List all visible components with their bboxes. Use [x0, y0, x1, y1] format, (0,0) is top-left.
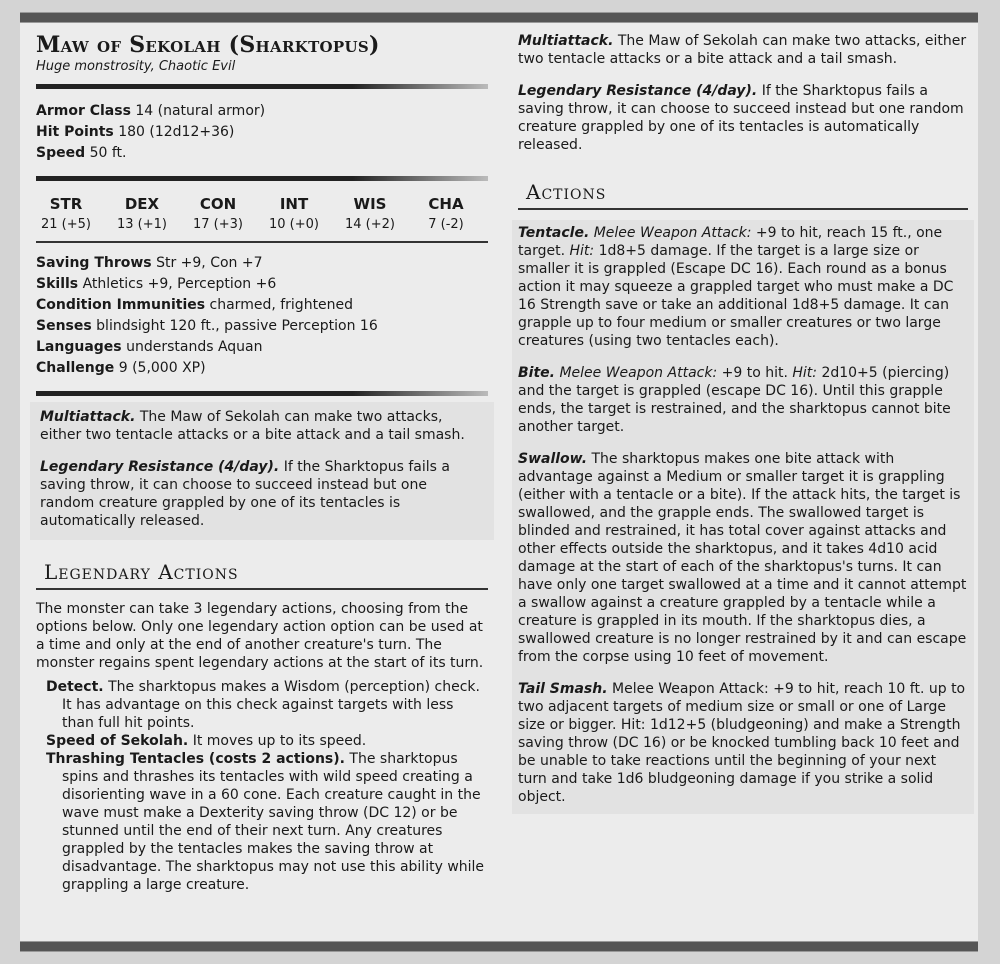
details: [36, 253, 488, 379]
ability-wis: WIS 14 (+2): [345, 195, 395, 232]
legendary-intro: The monster can take 3 legendary actions, choosing from the options below. Only one legendary action option can be used at a time and only at the end of another creature's turn. The monster regains spent legendary actions at the start of its turn.: [36, 601, 484, 671]
detail-saving-throws: Saving Throws Str +9, Con +7: [36, 255, 263, 271]
ability-dex: DEX 13 (+1): [117, 195, 167, 232]
stat-armor-class: Armor Class 14 (natural armor): [36, 103, 266, 119]
divider: [36, 84, 488, 89]
action-tentacle: Tentacle. Melee Weapon Attack: +9 to hit, reach 15 ft., one target. Hit: 1d8+5 damage. If the target is a large size or smaller it is grappled (Escape DC 16). Each round as a bonus action it may squeeze a grappled target who must make a DC 16 Strength save or take an additional 1d8+5 damage. It can grapple up to four medium or smaller creatures or two large creatures (using two tentacles each).: [518, 225, 954, 349]
action-bite: Bite. Melee Weapon Attack: +9 to hit. Hit: 2d10+5 (piercing) and the target is grappled (escape DC 16). Until this grapple ends, the target is restrained, and the sharktopus cannot bite another target.: [518, 365, 951, 435]
left-column: [36, 20, 488, 946]
legendary-thrashing-tentacles: Thrashing Tentacles (costs 2 actions). The sharktopus spins and thrashes its tentacles with wild speed creating a disorienting wave in a 60 cone. Each creature caught in the wave must make a Dexterity saving throw (DC 12) or be stunned until the end of their next turn. Any creatures grappled by the tentacles makes the saving throw at disadvantage. The sharktopus may not use this ability while grappling a large creature.: [46, 751, 485, 893]
detail-condition-immunities: Condition Immunities charmed, frightened: [36, 297, 354, 313]
traits-box: [30, 402, 494, 540]
divider: [518, 208, 968, 210]
right-column: [518, 20, 968, 946]
action-swallow: Swallow. The sharktopus makes one bite attack with advantage against a Medium or smaller target it is grappling (either with a tentacle or a bite). If the attack hits, the target is swallowed, and the grapple ends. The swallowed target is blinded and restrained, it has total cover against attacks and other effects outside the sharktopus, and it takes 4d10 acid damage at the start of each of the sharktopus's turns. It can have only one target swallowed at a time and it cannot attempt a swallow against a creature grappled by a tentacle while a creature is grappled in its mouth. If the sharktopus dies, a swallowed creature is no longer restrained by it and can escape from the corpse using 10 feet of movement.: [518, 451, 967, 665]
detail-senses: Senses blindsight 120 ft., passive Perception 16: [36, 318, 378, 334]
monster-name: Maw of Sekolah (Sharktopus): [36, 32, 380, 58]
legendary-detect: Detect. The sharktopus makes a Wisdom (perception) check. It has advantage on this check against targets with less than full hit points.: [46, 679, 480, 731]
trait-multiattack: Multiattack. The Maw of Sekolah can make two attacks, either two tentacle attacks or a bite attack and a tail smash.: [518, 33, 967, 67]
divider: [36, 176, 488, 181]
stat-hit-points: Hit Points 180 (12d12+36): [36, 124, 235, 140]
actions-box: [512, 220, 974, 814]
ability-int: INT 10 (+0): [269, 195, 319, 232]
divider: [36, 391, 488, 396]
legendary-speed-of-sekolah: Speed of Sekolah. It moves up to its speed.: [46, 733, 367, 749]
core-stats: [36, 101, 488, 164]
divider: [36, 241, 488, 243]
stat-speed: Speed 50 ft.: [36, 145, 127, 161]
ability-scores: [36, 193, 476, 235]
ability-str: STR 21 (+5): [41, 195, 91, 232]
traits-repeat: [518, 32, 968, 154]
trait-legendary-resistance: Legendary Resistance (4/day). If the Sharktopus fails a saving throw, it can choose to succeed instead but one random creature grappled by one of its tentacles is automatically released.: [518, 83, 964, 153]
action-tail-smash: Tail Smash. Melee Weapon Attack: +9 to hit, reach 10 ft. up to two adjacent targets of medium size or small or one of Large size or bigger. Hit: 1d12+5 (bludgeoning) and make a Strength saving throw (DC 16) or be knocked tumbling back 10 feet and be unable to take reactions until the beginning of your next turn and take 1d6 bludgeoning damage if you strike a solid object.: [518, 681, 966, 805]
trait-legendary-resistance: Legendary Resistance (4/day). If the Sharktopus fails a saving throw, it can choose to succeed instead but one random creature grappled by one of its tentacles is automatically released.: [40, 459, 450, 529]
detail-challenge: Challenge 9 (5,000 XP): [36, 360, 206, 376]
ability-cha: CHA 7 (-2): [428, 195, 464, 232]
detail-skills: Skills Athletics +9, Perception +6: [36, 276, 277, 292]
trait-multiattack: Multiattack. The Maw of Sekolah can make two attacks, either two tentacle attacks or a bite attack and a tail smash.: [40, 409, 465, 443]
legendary-actions-heading: Legendary Actions: [44, 560, 239, 584]
ability-con: CON 17 (+3): [193, 195, 243, 232]
detail-languages: Languages understands Aquan: [36, 339, 263, 355]
divider: [36, 588, 488, 590]
actions-heading: Actions: [526, 180, 607, 204]
monster-type: Huge monstrosity, Chaotic Evil: [36, 59, 236, 74]
